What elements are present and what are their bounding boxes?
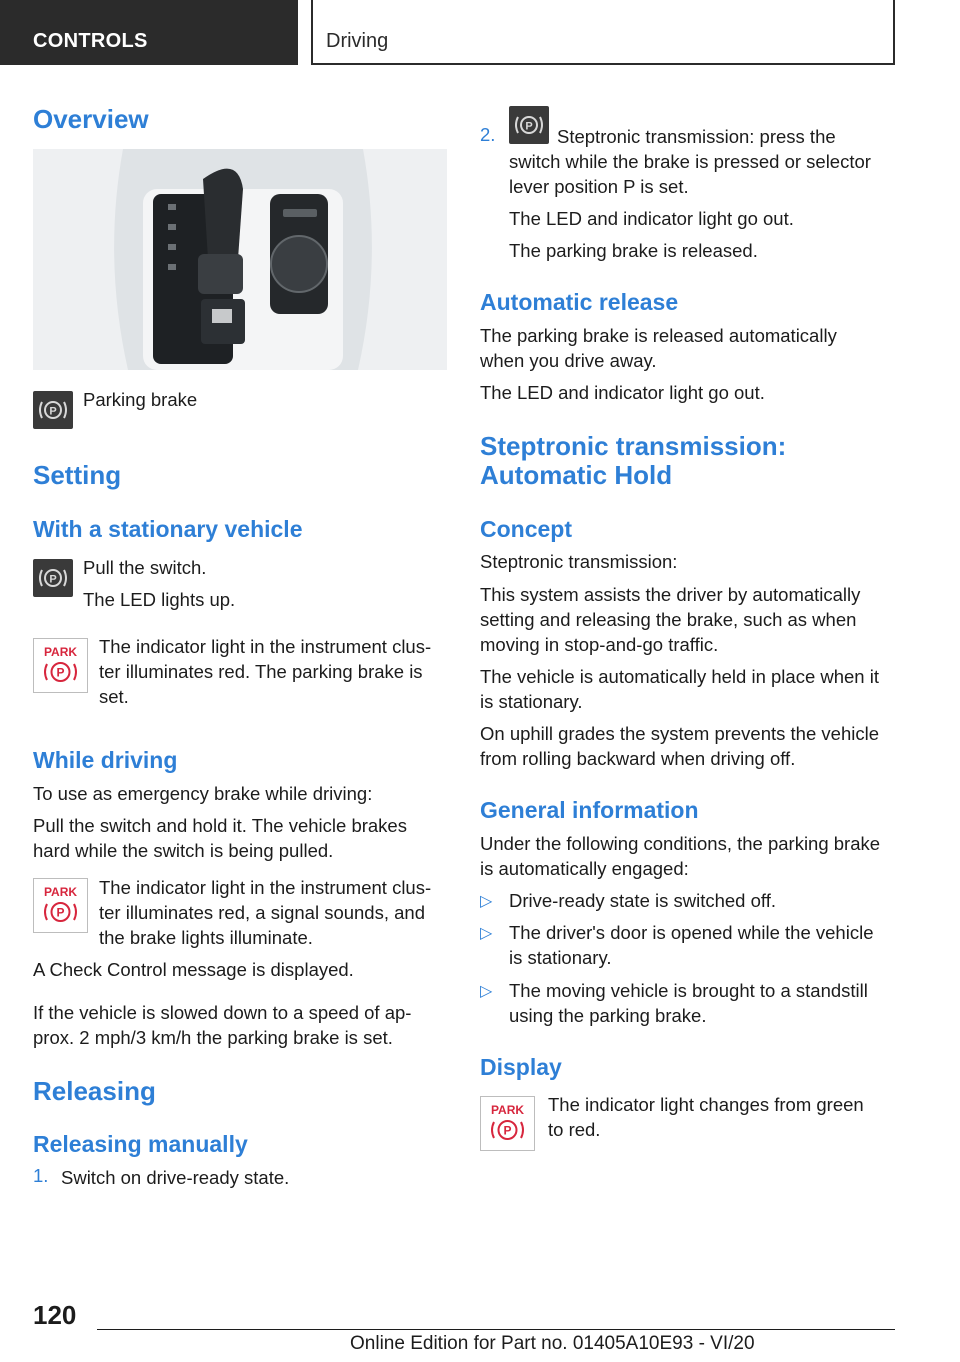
bullet-3-line-1: The moving vehicle is brought to a standstill bbox=[509, 980, 868, 1001]
step-2-number: 2. bbox=[480, 124, 496, 145]
step-1-text: Switch on drive-ready state. bbox=[61, 1167, 290, 1188]
stationary-heading: With a stationary vehicle bbox=[33, 516, 303, 542]
section-tab bbox=[0, 0, 298, 65]
auto-release-heading: Automatic release bbox=[480, 289, 679, 315]
display-line-1: The indicator light changes from green bbox=[548, 1094, 864, 1115]
general-line-1: Under the following conditions, the parking brake bbox=[480, 833, 881, 854]
stationary-note-line-3: set. bbox=[99, 686, 129, 707]
svg-text:P: P bbox=[49, 405, 57, 418]
step-2-p2: The LED and indicator light go out. bbox=[509, 208, 794, 229]
step-2-line-3: lever position P is set. bbox=[509, 176, 689, 197]
driving-p2-line-2: hard while the switch is being pulled. bbox=[33, 840, 334, 861]
steptronic-heading-line-1: Steptronic transmission: bbox=[480, 431, 787, 461]
driving-p3: A Check Control message is displayed. bbox=[33, 959, 354, 980]
bullet-2-line-2: is stationary. bbox=[509, 947, 612, 968]
park-indicator-icon bbox=[480, 1096, 535, 1151]
step-2-p3: The parking brake is released. bbox=[509, 240, 758, 261]
park-indicator-icon bbox=[33, 638, 88, 693]
concept-p3-line-1: The vehicle is automatically held in place when it bbox=[480, 666, 879, 687]
setting-heading: Setting bbox=[33, 460, 122, 490]
bullet-3-line-2: using the parking brake. bbox=[509, 1005, 707, 1026]
bullet-icon: ▷ bbox=[480, 925, 493, 942]
driving-p2-line-1: Pull the switch and hold it. The vehicle brakes bbox=[33, 815, 407, 836]
svg-text:P: P bbox=[56, 665, 65, 680]
auto-release-p2: The LED and indicator light go out. bbox=[480, 382, 765, 403]
general-line-2: is automatically engaged: bbox=[480, 858, 689, 879]
svg-text:PARK: PARK bbox=[43, 645, 78, 659]
driving-heading: While driving bbox=[33, 747, 178, 773]
svg-text:P: P bbox=[56, 905, 65, 920]
bullet-icon: ▷ bbox=[480, 893, 493, 910]
driving-p1: To use as emergency brake while driving: bbox=[33, 783, 373, 804]
overview-heading: Overview bbox=[33, 104, 149, 134]
bullet-2-line-1: The driver's door is opened while the vehicle bbox=[509, 922, 874, 943]
driving-p4-line-1: If the vehicle is slowed down to a speed of ap- bbox=[33, 1002, 412, 1023]
svg-text:P: P bbox=[503, 1123, 512, 1138]
chapter-tab bbox=[311, 0, 895, 65]
concept-p2-line-2: setting and releasing the brake, such as when bbox=[480, 609, 857, 630]
auto-release-line-2: when you drive away. bbox=[480, 350, 657, 371]
stationary-step-1: Pull the switch. bbox=[83, 557, 207, 578]
stationary-step-2: The LED lights up. bbox=[83, 589, 236, 610]
bullet-icon: ▷ bbox=[480, 983, 493, 1000]
svg-text:P: P bbox=[49, 573, 57, 586]
releasing-heading: Releasing bbox=[33, 1076, 156, 1106]
park-indicator-icon bbox=[33, 878, 88, 933]
stationary-note-line-1: The indicator light in the instrument clus- bbox=[99, 636, 432, 657]
console-photo bbox=[33, 149, 447, 370]
parking-brake-icon bbox=[509, 106, 549, 144]
driving-note-line-3: the brake lights illuminate. bbox=[99, 927, 313, 948]
stationary-note-line-2: ter illuminates red. The parking brake is bbox=[99, 661, 423, 682]
step-1-number: 1. bbox=[33, 1165, 49, 1186]
svg-text:PARK: PARK bbox=[43, 885, 78, 899]
steptronic-heading-line-2: Automatic Hold bbox=[480, 460, 673, 490]
step-2-line-2: switch while the brake is pressed or selector bbox=[509, 151, 871, 172]
svg-text:PARK: PARK bbox=[490, 1103, 525, 1117]
display-heading: Display bbox=[480, 1054, 562, 1080]
concept-p2-line-3: moving in stop-and-go traffic. bbox=[480, 634, 719, 655]
step-2-line-1: Steptronic transmission: press the bbox=[557, 126, 836, 147]
concept-heading: Concept bbox=[480, 516, 572, 542]
manual-release-heading: Releasing manually bbox=[33, 1131, 248, 1157]
general-info-heading: General information bbox=[480, 797, 699, 823]
display-line-2: to red. bbox=[548, 1119, 601, 1140]
footer-divider bbox=[97, 1329, 895, 1330]
concept-p2-line-1: This system assists the driver by automatically bbox=[480, 584, 861, 605]
parking-brake-icon bbox=[33, 391, 73, 429]
concept-p3-line-2: is stationary. bbox=[480, 691, 583, 712]
concept-p4-line-1: On uphill grades the system prevents the vehicle bbox=[480, 723, 879, 744]
concept-p4-line-2: from rolling backward when driving off. bbox=[480, 748, 796, 769]
photo-caption: Parking brake bbox=[83, 389, 198, 410]
section-label: CONTROLS bbox=[33, 30, 148, 52]
svg-text:P: P bbox=[525, 120, 533, 133]
auto-release-line-1: The parking brake is released automatically bbox=[480, 325, 837, 346]
driving-p4-line-2: prox. 2 mph/3 km/h the parking brake is set. bbox=[33, 1027, 393, 1048]
driving-note-line-1: The indicator light in the instrument clus- bbox=[99, 877, 432, 898]
concept-p1: Steptronic transmission: bbox=[480, 551, 678, 572]
parking-brake-icon bbox=[33, 559, 73, 597]
chapter-label: Driving bbox=[326, 30, 389, 52]
page-number: 120 bbox=[33, 1300, 77, 1330]
edition-note: Online Edition for Part no. 01405A10E93 - VI/20 bbox=[350, 1333, 755, 1354]
driving-note-line-2: ter illuminates red, a signal sounds, and bbox=[99, 902, 425, 923]
bullet-1-text: Drive-ready state is switched off. bbox=[509, 890, 776, 911]
